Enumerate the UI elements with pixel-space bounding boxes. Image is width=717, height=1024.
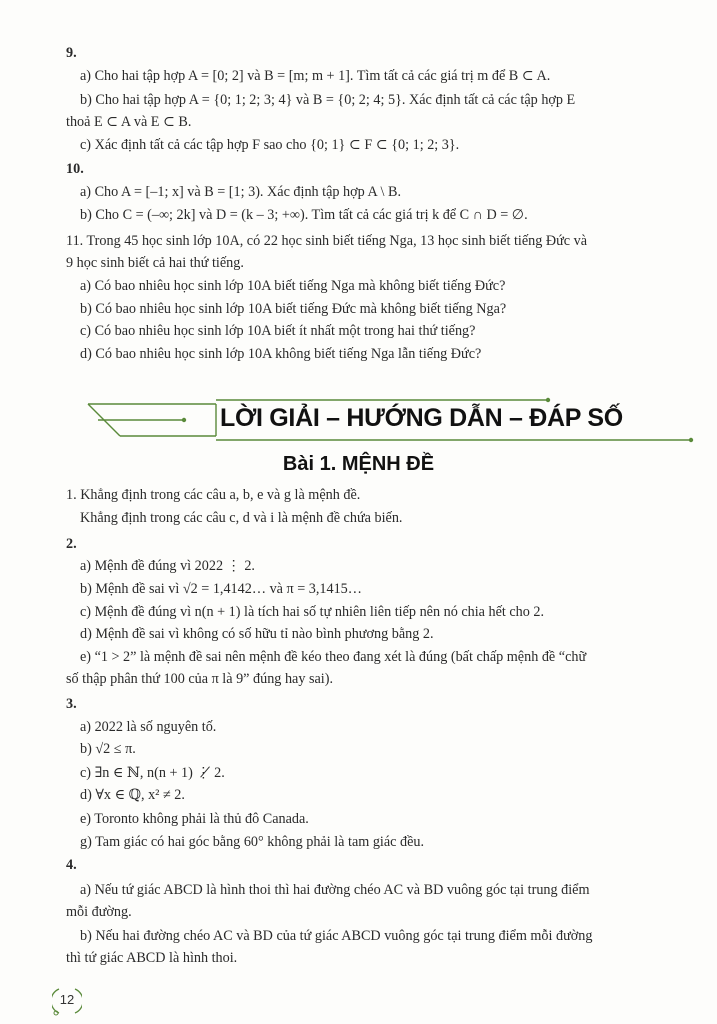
solution-4b-line2: thì tứ giác ABCD là hình thoi. xyxy=(66,950,238,966)
exercise-11d: d) Có bao nhiêu học sinh lớp 10A không biết tiếng Nga lẫn tiếng Đức? xyxy=(80,346,482,362)
exercise-9a: a) Cho hai tập hợp A = [0; 2] và B = [m; m + 1]. Tìm tất cả các giá trị m để B ⊂ A. xyxy=(80,68,551,84)
exercise-9b-line2: thoả E ⊂ A và E ⊂ B. xyxy=(66,114,192,130)
solution-4a-line2: mỗi đường. xyxy=(66,904,132,920)
solution-3a: a) 2022 là số nguyên tố. xyxy=(80,719,217,735)
page-number-badge xyxy=(52,986,82,1016)
section-title: Bài 1. MỆNH ĐỀ xyxy=(282,453,435,475)
exercise-10b: b) Cho C = (–∞; 2k] và D = (k – 3; +∞). Tìm tất cả các giá trị k để C ∩ D = ∅. xyxy=(80,207,528,223)
exercise-11b: b) Có bao nhiêu học sinh lớp 10A biết tiếng Đức mà không biết tiếng Nga? xyxy=(80,301,507,317)
solution-2e-line1: e) “1 > 2” là mệnh đề sai nên mệnh đề kéo theo đang xét là đúng (bất chấp mệnh đề “chữ xyxy=(80,649,587,665)
exercise-10a: a) Cho A = [–1; x] và B = [1; 3). Xác định tập hợp A \ B. xyxy=(80,184,402,200)
solution-4-number: 4. xyxy=(66,857,77,873)
solution-2c: c) Mệnh đề đúng vì n(n + 1) là tích hai số tự nhiên liên tiếp nên nó chia hết cho 2. xyxy=(80,604,545,620)
solution-3-number: 3. xyxy=(66,696,77,712)
solution-2b: b) Mệnh đề sai vì √2 = 1,4142… và π = 3,1415… xyxy=(80,581,362,597)
solution-1-line1: 1. Khẳng định trong các câu a, b, e và g là mệnh đề. xyxy=(66,487,361,503)
exercise-11-line2: 9 học sinh biết cả hai thứ tiếng. xyxy=(66,255,244,271)
exercise-11c: c) Có bao nhiêu học sinh lớp 10A biết ít nhất một trong hai thứ tiếng? xyxy=(80,323,476,339)
solution-2e-line2: số thập phân thứ 100 của π là 9” đúng hay sai). xyxy=(66,671,334,687)
solution-2a: a) Mệnh đề đúng vì 2022 ⋮ 2. xyxy=(80,558,255,574)
solution-4a-line1: a) Nếu tứ giác ABCD là hình thoi thì hai đường chéo AC và BD vuông góc tại trung điểm xyxy=(80,882,590,898)
banner-title: LỜI GIẢI – HƯỚNG DẪN – ĐÁP SỐ xyxy=(220,404,623,432)
exercise-10-number: 10. xyxy=(66,161,84,177)
solution-2d: d) Mệnh đề sai vì không có số hữu tỉ nào bình phương bằng 2. xyxy=(80,626,434,642)
solution-3b: b) √2 ≤ π. xyxy=(80,741,136,757)
solution-3d: d) ∀x ∈ ℚ, x² ≠ 2. xyxy=(80,787,185,803)
solution-3c: c) ∃n ∈ ℕ, n(n + 1) ⋮̸ 2. xyxy=(80,765,225,781)
solution-3e: e) Toronto không phải là thủ đô Canada. xyxy=(80,811,309,827)
solution-3g: g) Tam giác có hai góc bằng 60° không phải là tam giác đều. xyxy=(80,834,425,850)
exercise-11-line1: 11. Trong 45 học sinh lớp 10A, có 22 học sinh biết tiếng Nga, 13 học sinh biết tiếng Đức và xyxy=(66,233,588,249)
solution-2-number: 2. xyxy=(66,536,77,552)
exercise-9c: c) Xác định tất cả các tập hợp F sao cho {0; 1} ⊂ F ⊂ {0; 1; 2; 3}. xyxy=(80,137,460,153)
exercise-11a: a) Có bao nhiêu học sinh lớp 10A biết tiếng Nga mà không biết tiếng Đức? xyxy=(80,278,506,294)
exercise-9b-line1: b) Cho hai tập hợp A = {0; 1; 2; 3; 4} và B = {0; 2; 4; 5}. Xác định tất cả các tập hợp E xyxy=(80,92,576,108)
solution-1-line2: Khẳng định trong các câu c, d và i là mệnh đề chứa biến. xyxy=(80,510,403,526)
exercise-9-number: 9. xyxy=(66,45,77,61)
solution-4b-line1: b) Nếu hai đường chéo AC và BD của tứ giác ABCD vuông góc tại trung điểm mỗi đường xyxy=(80,928,593,944)
page-number: 12 xyxy=(59,992,75,1007)
